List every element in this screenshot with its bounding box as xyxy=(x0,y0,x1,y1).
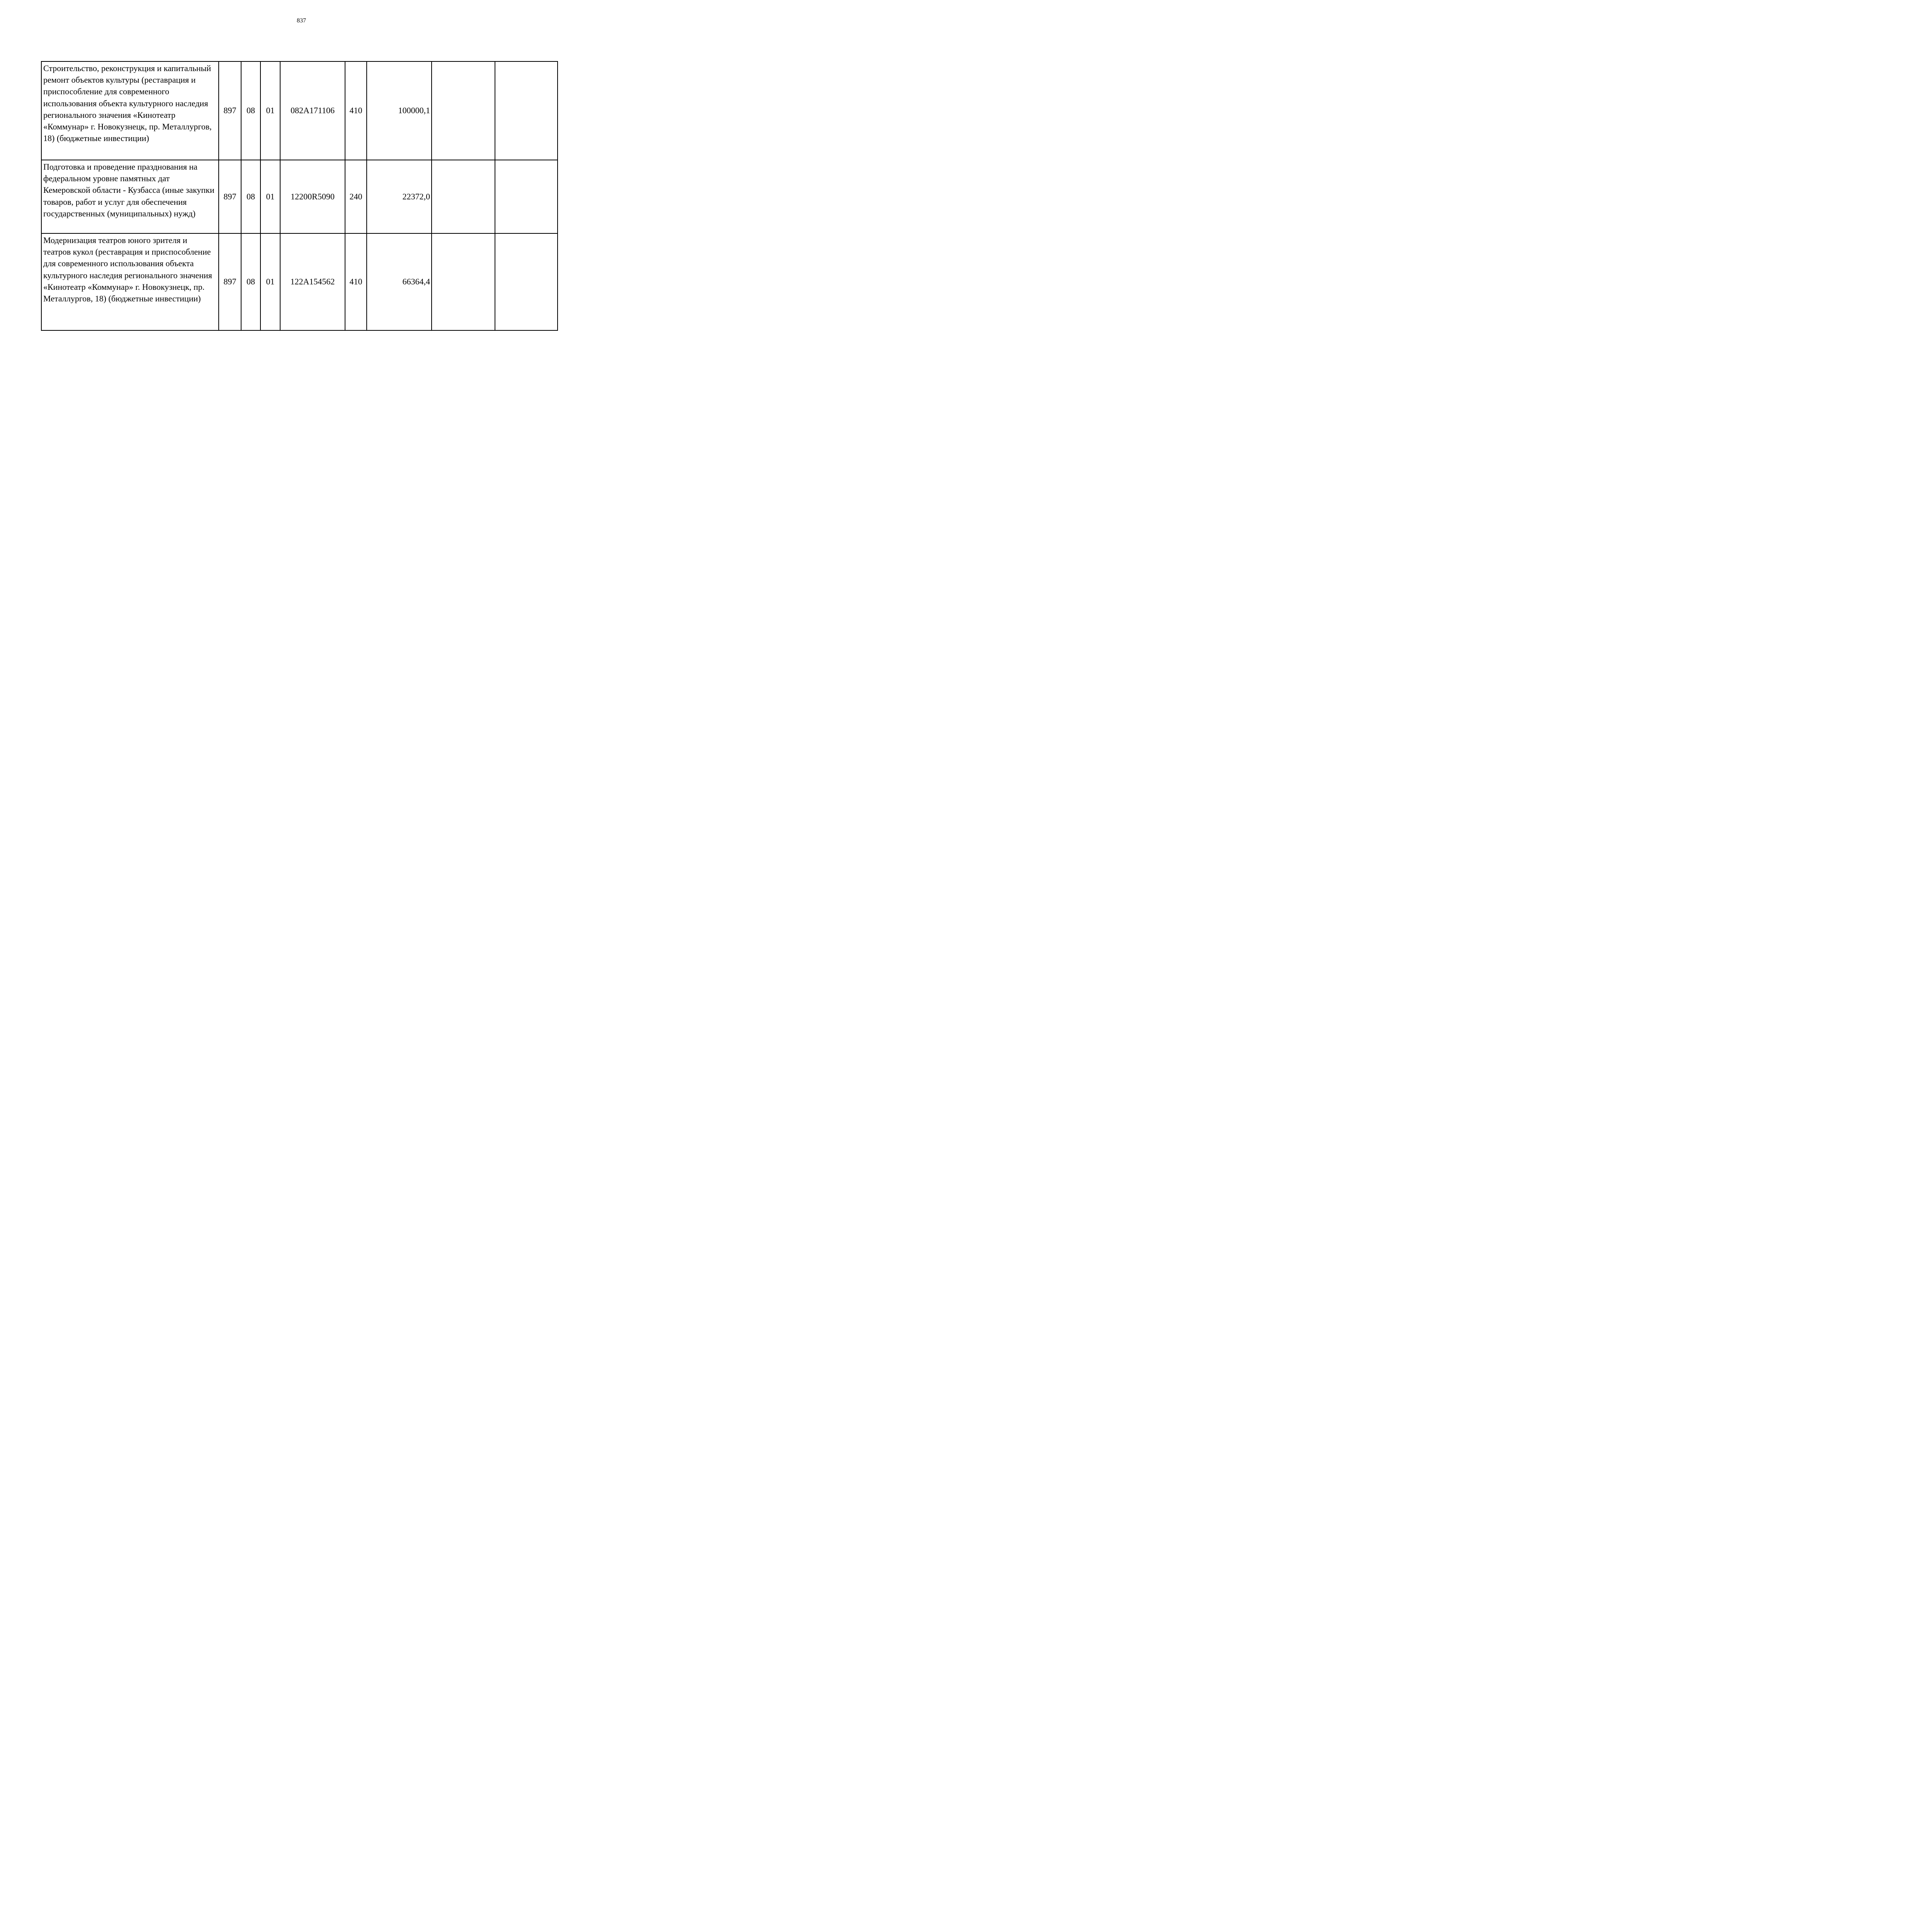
empty-cell xyxy=(495,233,558,330)
empty-cell xyxy=(432,160,495,233)
expense-type-cell: 240 xyxy=(345,160,367,233)
expense-type-cell: 410 xyxy=(345,233,367,330)
subsection-code-cell: 01 xyxy=(260,233,280,330)
subsection-code-cell: 01 xyxy=(260,61,280,160)
item-name-cell: Модернизация театров юного зрителя и театров кукол (реставрация и приспособление для современного использования объекта культурного наследия регионального значения «Кинотеатр «Коммунар» г. Новокузнецк, пр. Металлургов, 18) (бюджетные инвестиции) xyxy=(41,233,219,330)
table-row xyxy=(41,61,558,160)
empty-cell xyxy=(495,61,558,160)
amount-cell: 100000,1 xyxy=(367,61,432,160)
section-code-cell: 08 xyxy=(241,160,260,233)
item-name-cell: Подготовка и проведение празднования на федеральном уровне памятных дат Кемеровской области - Кузбасса (иные закупки товаров, работ и услуг для обеспечения государственных (муниципальных) нужд) xyxy=(41,160,219,233)
expense-type-cell: 410 xyxy=(345,61,367,160)
table-row xyxy=(41,160,558,233)
budget-table xyxy=(41,61,558,331)
target-article-cell: 082A171106 xyxy=(280,61,345,160)
target-article-cell: 122A154562 xyxy=(280,233,345,330)
subsection-code-cell: 01 xyxy=(260,160,280,233)
amount-cell: 66364,4 xyxy=(367,233,432,330)
target-article-cell: 12200R5090 xyxy=(280,160,345,233)
item-name-cell: Строительство, реконструкция и капитальный ремонт объектов культуры (реставрация и приспособление для современного использования объекта культурного наследия регионального значения «Кинотеатр «Коммунар» г. Новокузнецк, пр. Металлургов, 18) (бюджетные инвестиции) xyxy=(41,61,219,160)
ministry-code-cell: 897 xyxy=(219,233,241,330)
section-code-cell: 08 xyxy=(241,233,260,330)
empty-cell xyxy=(495,160,558,233)
section-code-cell: 08 xyxy=(241,61,260,160)
ministry-code-cell: 897 xyxy=(219,160,241,233)
ministry-code-cell: 897 xyxy=(219,61,241,160)
table-row xyxy=(41,233,558,330)
amount-cell: 22372,0 xyxy=(367,160,432,233)
empty-cell xyxy=(432,233,495,330)
page-number: 837 xyxy=(297,17,306,24)
empty-cell xyxy=(432,61,495,160)
